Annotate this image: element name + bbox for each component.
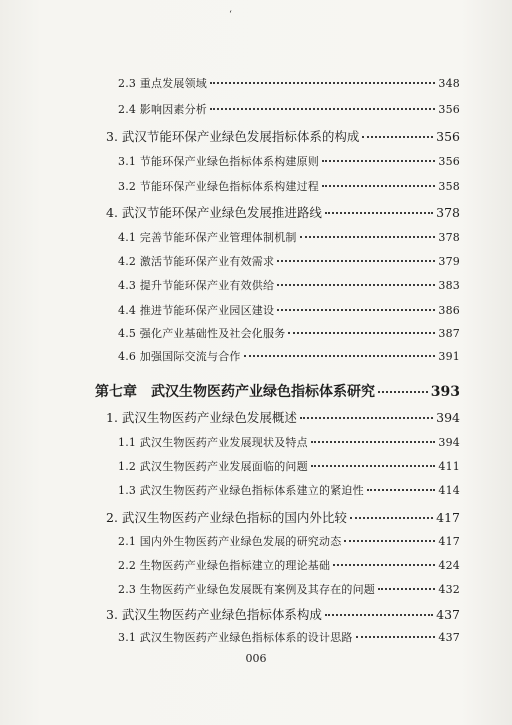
- dot-leader: [311, 465, 436, 467]
- toc-entry: [118, 581, 460, 597]
- toc-entry: [118, 325, 460, 341]
- toc-entry-title: 2. 武汉生物医药产业绿色指标的国内外比较: [106, 510, 347, 525]
- dot-leader: [325, 614, 433, 616]
- dot-leader: [356, 636, 436, 638]
- toc-entry-title: 4. 武汉节能环保产业绿色发展推进路线: [106, 205, 322, 220]
- toc-entry-page: 379: [438, 255, 460, 268]
- toc-entry: [118, 253, 460, 269]
- toc-entry: [118, 348, 460, 364]
- toc-entry-title: 3. 武汉生物医药产业绿色指标体系构成: [106, 607, 322, 622]
- toc-entry: [106, 203, 460, 221]
- dot-leader: [322, 160, 435, 162]
- dot-leader: [300, 236, 436, 238]
- toc-entry: [118, 557, 460, 573]
- toc-entry-page: 414: [438, 484, 460, 497]
- dot-leader: [333, 564, 435, 566]
- toc-entry-title: 4.6 加强国际交流与合作: [118, 350, 241, 363]
- page-number: 006: [245, 652, 267, 665]
- toc-entry-title: 3.1 节能环保产业绿色指标体系构建原则: [118, 155, 319, 168]
- toc-entry-page: 417: [438, 535, 460, 548]
- toc-entry-title: 2.1 国内外生物医药产业绿色发展的研究动态: [118, 535, 342, 548]
- dot-leader: [277, 284, 435, 286]
- dot-leader: [362, 136, 433, 138]
- toc-entry-title: 2.3 重点发展领域: [118, 77, 207, 90]
- toc-entry-page: 417: [436, 510, 460, 525]
- toc-entry: [118, 178, 460, 194]
- toc-entry: [118, 533, 460, 549]
- toc-entry-page: 348: [438, 77, 460, 90]
- toc-entry: [106, 508, 460, 526]
- toc-entry: [118, 458, 460, 474]
- toc-entry-page: 387: [438, 327, 460, 340]
- toc-entry-page: 391: [438, 350, 460, 363]
- toc-entry-page: 386: [438, 304, 460, 317]
- toc-entry-title: 2.4 影响因素分析: [118, 103, 207, 116]
- dot-leader: [344, 540, 435, 542]
- toc-entry-page: 378: [436, 205, 460, 220]
- dot-leader: [378, 588, 435, 590]
- toc-entry-title: 2.2 生物医药产业绿色指标建立的理论基础: [118, 559, 331, 572]
- toc-entry: [118, 75, 460, 91]
- toc-entry-title: 1.3 武汉生物医药产业绿色指标体系建立的紧迫性: [118, 484, 364, 497]
- toc-entry: [118, 277, 460, 293]
- toc-entry-page: 358: [438, 180, 460, 193]
- dot-leader: [244, 355, 436, 357]
- toc-entry-title: 3.2 节能环保产业绿色指标体系构建过程: [118, 180, 319, 193]
- toc-entry: [118, 101, 460, 117]
- toc-chapter-entry: [95, 381, 460, 401]
- toc-entry-page: 394: [438, 436, 460, 449]
- dot-leader: [277, 260, 435, 262]
- dot-leader: [325, 212, 433, 214]
- toc-entry-page: 393: [430, 384, 460, 400]
- toc-entry-title: 第七章 武汉生物医药产业绿色指标体系研究: [95, 384, 375, 400]
- toc-entry-page: 437: [436, 607, 460, 622]
- toc-entry-page: 394: [436, 410, 460, 425]
- dot-leader: [210, 82, 435, 84]
- toc-entry-page: 356: [438, 155, 460, 168]
- toc-entry: [118, 153, 460, 169]
- toc-entry: [118, 482, 460, 498]
- dot-leader: [350, 517, 433, 519]
- toc-entry-page: 378: [438, 231, 460, 244]
- toc-entry-title: 4.5 强化产业基础性及社会化服务: [118, 327, 286, 340]
- dot-leader: [288, 332, 435, 334]
- toc-entry-title: 4.2 激活节能环保产业有效需求: [118, 255, 275, 268]
- toc-entry-page: 432: [438, 583, 460, 596]
- toc-entry: [106, 605, 460, 623]
- toc-entry-title: 1.2 武汉生物医药产业发展面临的问题: [118, 460, 308, 473]
- dot-leader: [322, 185, 435, 187]
- dot-leader: [210, 108, 435, 110]
- toc-entry-page: 356: [438, 103, 460, 116]
- toc-entry-title: 2.3 生物医药产业绿色发展既有案例及其存在的问题: [118, 583, 375, 596]
- dot-leader: [300, 417, 433, 419]
- toc-entry-title: 4.4 推进节能环保产业园区建设: [118, 304, 275, 317]
- toc-entry-title: 3. 武汉节能环保产业绿色发展指标体系的构成: [106, 129, 360, 144]
- toc-entry-page: 383: [438, 279, 460, 292]
- toc-entry-title: 3.1 武汉生物医药产业绿色指标体系的设计思路: [118, 631, 353, 644]
- toc-entry-page: 424: [438, 559, 460, 572]
- toc-entry: [118, 302, 460, 318]
- toc-entry-title: 4.1 完善节能环保产业管理体制机制: [118, 231, 297, 244]
- toc-entry: [106, 127, 460, 145]
- stray-mark: ‘: [229, 10, 232, 20]
- toc-entry-page: 356: [436, 129, 460, 144]
- toc-entry-title: 1.1 武汉生物医药产业发展现状及特点: [118, 436, 308, 449]
- toc-entry: [118, 434, 460, 450]
- toc-entry: [106, 408, 460, 426]
- toc-entry: [118, 229, 460, 245]
- dot-leader: [378, 391, 428, 393]
- toc-entry-page: 437: [438, 631, 460, 644]
- toc-entry: [118, 629, 460, 645]
- toc-entry-title: 4.3 提升节能环保产业有效供给: [118, 279, 275, 292]
- dot-leader: [311, 441, 436, 443]
- toc-entry-title: 1. 武汉生物医药产业绿色发展概述: [106, 410, 297, 425]
- dot-leader: [367, 489, 436, 491]
- toc-entry-page: 411: [438, 460, 460, 473]
- dot-leader: [277, 309, 435, 311]
